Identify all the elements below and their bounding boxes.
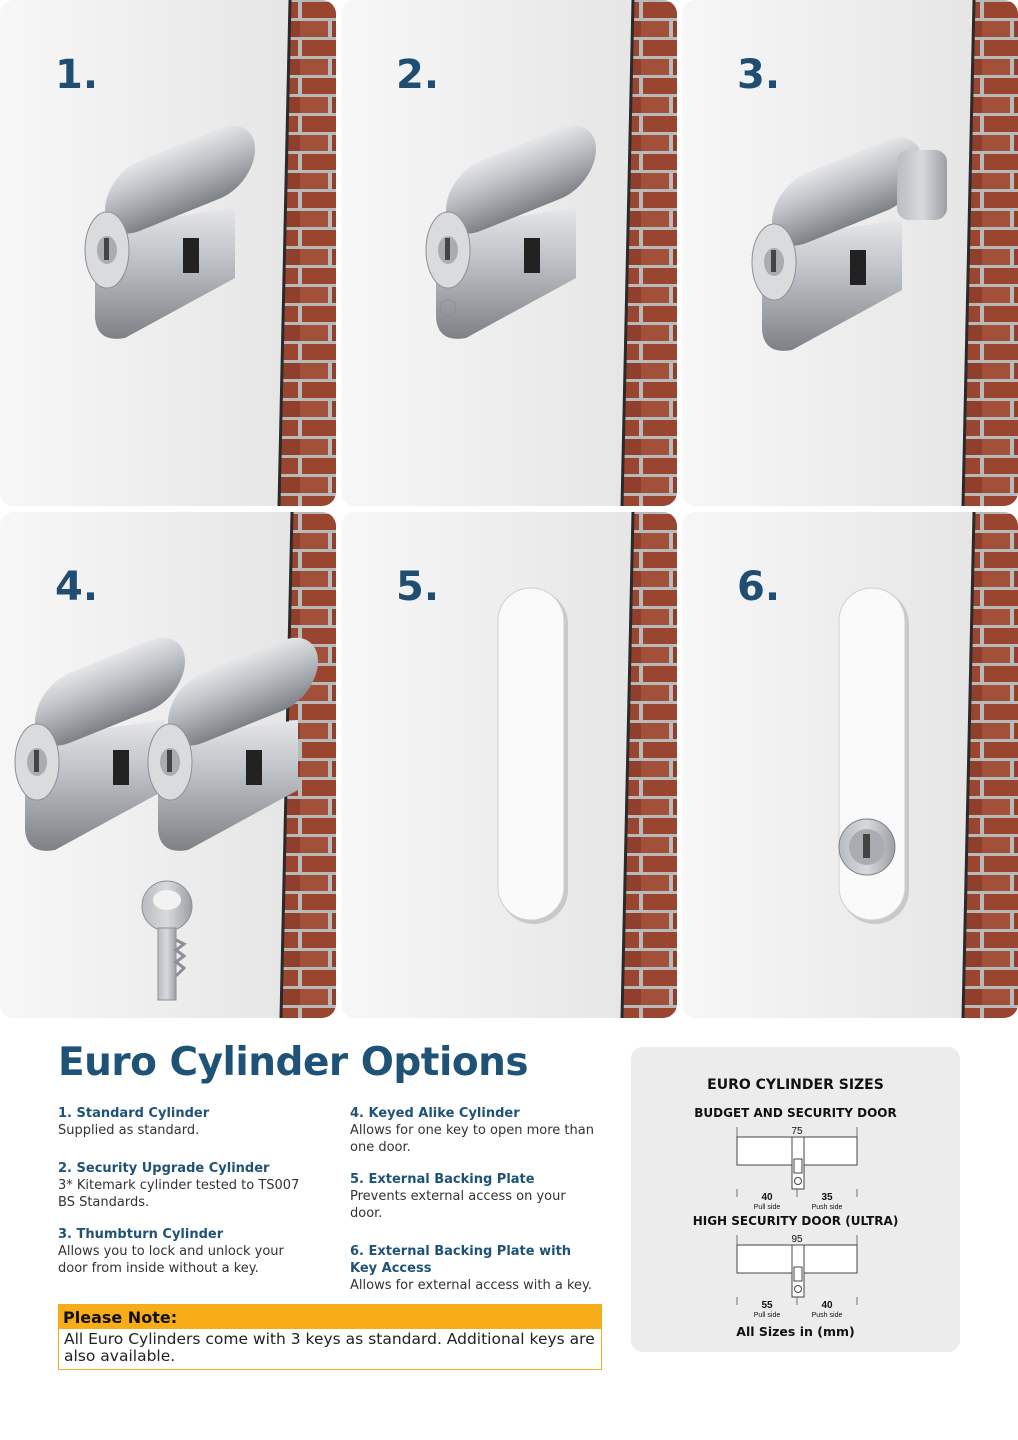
option-title: 6. External Backing Plate with Key Access bbox=[350, 1244, 572, 1276]
note-text: All Euro Cylinders come with 3 keys as standard. Additional keys are also available. bbox=[64, 1330, 595, 1365]
tile-number: 1. bbox=[55, 52, 99, 98]
tile-security-cylinder bbox=[341, 0, 677, 506]
option-item bbox=[58, 1160, 308, 1211]
standard-cylinder-icon bbox=[0, 0, 336, 506]
backing-plate-with-key-icon bbox=[682, 512, 1018, 1018]
option-desc: Allows you to lock and unlock your door from inside without a key. bbox=[58, 1244, 284, 1276]
option-item bbox=[350, 1171, 595, 1222]
note-box bbox=[58, 1304, 602, 1370]
tile-keyed-alike-cylinder bbox=[0, 512, 336, 1018]
ultra-pull-size: 55 bbox=[761, 1300, 773, 1311]
option-title: 1. Standard Cylinder bbox=[58, 1106, 210, 1121]
ultra-push-size: 40 bbox=[821, 1300, 833, 1311]
keyed-alike-cylinders-icon bbox=[0, 512, 336, 1018]
budget-total-size: 75 bbox=[791, 1126, 803, 1137]
thumbturn-cylinder-icon bbox=[682, 0, 1018, 506]
sizes-footer: All Sizes in (mm) bbox=[736, 1324, 855, 1339]
tile-number: 3. bbox=[737, 52, 781, 98]
budget-pull-label: Pull side bbox=[753, 1204, 781, 1211]
option-desc: Prevents external access on your door. bbox=[350, 1189, 566, 1221]
budget-push-size: 35 bbox=[821, 1192, 833, 1203]
tile-backing-plate-with-key bbox=[682, 512, 1018, 1018]
option-item bbox=[58, 1226, 308, 1277]
tile-standard-cylinder bbox=[0, 0, 336, 506]
option-desc: Supplied as standard. bbox=[58, 1123, 200, 1138]
tile-backing-plate bbox=[341, 512, 677, 1018]
option-title: 5. External Backing Plate bbox=[350, 1172, 535, 1187]
tile-number: 2. bbox=[396, 52, 440, 98]
ultra-total-size: 95 bbox=[791, 1234, 803, 1245]
option-item bbox=[350, 1243, 595, 1294]
option-item bbox=[58, 1105, 308, 1139]
budget-push-label: Push side bbox=[811, 1204, 843, 1211]
option-title: 2. Security Upgrade Cylinder bbox=[58, 1161, 270, 1176]
sizes-title: EURO CYLINDER SIZES bbox=[707, 1077, 884, 1093]
option-desc: 3* Kitemark cylinder tested to TS007 BS Standards. bbox=[58, 1178, 300, 1210]
budget-pull-size: 40 bbox=[761, 1192, 773, 1203]
backing-plate-icon bbox=[341, 512, 677, 1018]
option-title: 4. Keyed Alike Cylinder bbox=[350, 1106, 520, 1121]
tile-number: 4. bbox=[55, 564, 99, 610]
security-cylinder-icon bbox=[341, 0, 677, 506]
option-desc: Allows for one key to open more than one door. bbox=[350, 1123, 594, 1155]
budget-cylinder-diagram bbox=[727, 1123, 867, 1213]
options-column-right bbox=[350, 1105, 595, 1309]
option-desc: Allows for external access with a key. bbox=[350, 1278, 593, 1293]
page-title: Euro Cylinder Options bbox=[58, 1040, 529, 1085]
note-heading: Please Note: bbox=[59, 1305, 601, 1329]
option-title: 3. Thumbturn Cylinder bbox=[58, 1227, 224, 1242]
tile-thumbturn-cylinder bbox=[682, 0, 1018, 506]
tile-number: 6. bbox=[737, 564, 781, 610]
tile-number: 5. bbox=[396, 564, 440, 610]
ultra-push-label: Push side bbox=[811, 1312, 843, 1319]
ultra-pull-label: Pull side bbox=[753, 1312, 781, 1319]
cylinder-sizes-panel bbox=[631, 1047, 960, 1352]
ultra-door-label: HIGH SECURITY DOOR (ULTRA) bbox=[692, 1214, 899, 1228]
ultra-cylinder-diagram bbox=[727, 1231, 867, 1321]
options-column-left bbox=[58, 1105, 308, 1292]
option-item bbox=[350, 1105, 595, 1156]
budget-door-label: BUDGET AND SECURITY DOOR bbox=[694, 1106, 897, 1120]
